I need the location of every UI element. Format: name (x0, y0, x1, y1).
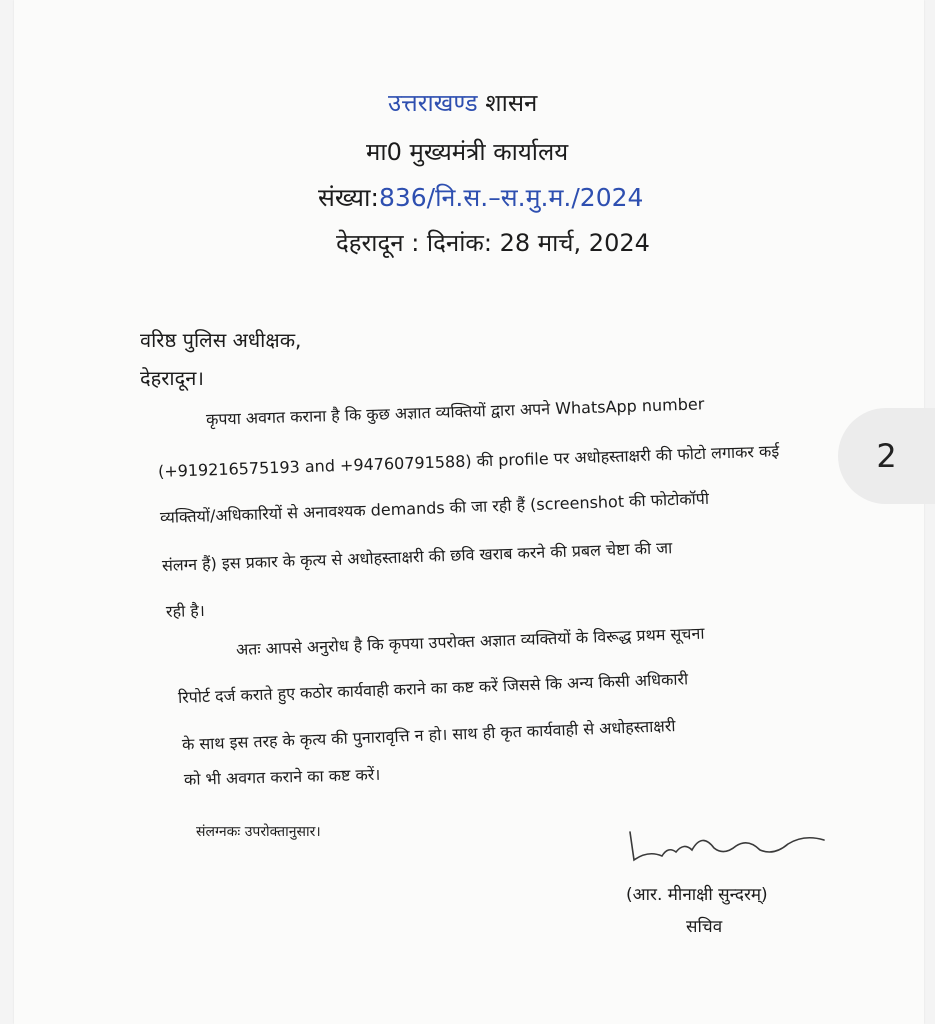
body-line: व्यक्तियों/अधिकारियों से अनावश्यक demands की जा रही हैं (screenshot की फोटोकॉपी (159, 488, 710, 527)
body-line: के साथ इस तरह के कृत्य की पुनारावृत्ति न हो। साथ ही कृत कार्यवाही से अधोहस्ताक्षरी (181, 716, 676, 754)
govt-label: शासन (485, 89, 538, 117)
enclosure-note: संलग्नकः उपरोक्तानुसार। (196, 824, 321, 840)
body-line: रिपोर्ट दर्ज कराते हुए कठोर कार्यवाही कराने का कष्ट करें जिससे कि अन्य किसी अधिकारी (177, 669, 689, 707)
addressee-city: देहरादून। (140, 366, 204, 390)
number-value: 836/नि.स.–स.मु.म./2024 (378, 183, 644, 212)
body-line: कृपया अवगत कराना है कि कुछ अज्ञात व्यक्तियों द्वारा अपने WhatsApp number (205, 394, 705, 429)
number-label: संख्या: (318, 183, 379, 212)
body-line: अतः आपसे अनुरोध है कि कृपया उपरोक्त अज्ञात व्यक्तियों के विरूद्ध प्रथम सूचना (235, 623, 705, 659)
body-line: (+919216575193 and +94760791588) की profile पर अधोहस्ताक्षरी की फोटो लगाकर कई (157, 441, 780, 481)
page-number-badge[interactable]: 2 (838, 408, 935, 504)
header-office: मा0 मुख्यमंत्री कार्यालय (366, 138, 569, 166)
signature (618, 820, 838, 870)
body-line: संलग्न हैं) इस प्रकार के कृत्य से अधोहस्ताक्षरी की छवि खराब करने की प्रबल चेष्टा की जा (161, 538, 673, 575)
place-date: देहरादून : दिनांक: 28 मार्च, 2024 (336, 229, 650, 257)
body-line: को भी अवगत कराने का कष्ट करें। (183, 764, 381, 789)
signatory-name: (आर. मीनाक्षी सुन्दरम्) (626, 885, 768, 905)
header-state (388, 86, 935, 119)
letter-number (318, 180, 935, 214)
body-line: रही है। (165, 600, 206, 621)
addressee-title: वरिष्ठ पुलिस अधीक्षक, (140, 328, 302, 352)
signatory-designation: सचिव (686, 917, 723, 937)
state-name: उत्तराखण्ड (388, 89, 478, 117)
